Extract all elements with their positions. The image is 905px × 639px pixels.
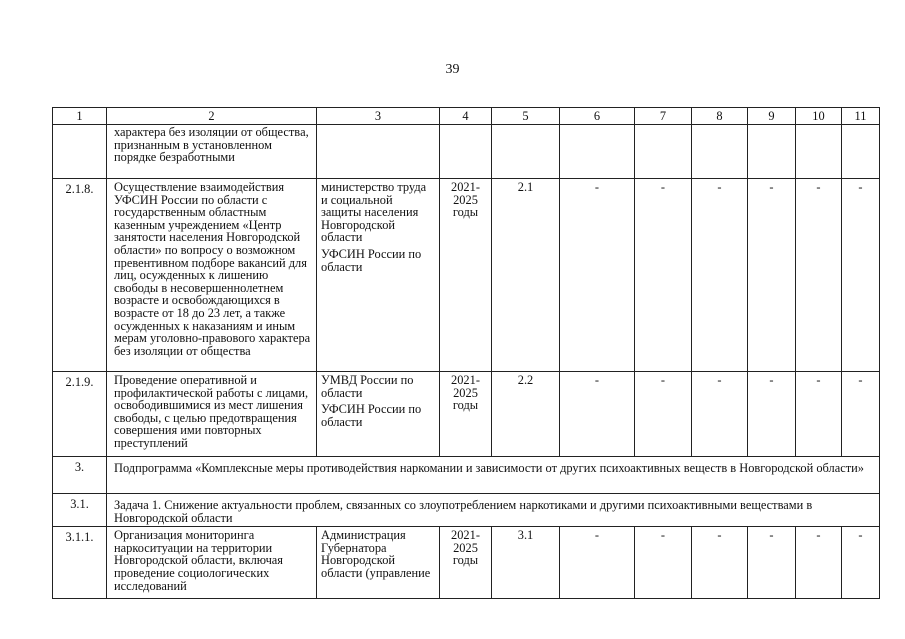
column-number-header — [53, 108, 880, 125]
indicator-cell — [492, 125, 560, 179]
table-row — [53, 527, 880, 599]
executor: УМВД России по области — [321, 373, 414, 400]
value-cell: - — [748, 179, 796, 372]
value-cell: - — [796, 179, 842, 372]
row-number: 3.1. — [53, 494, 107, 527]
header-cell: 7 — [635, 108, 692, 125]
row-number: 2.1.8. — [53, 179, 107, 372]
row-number: 2.1.9. — [53, 372, 107, 457]
value-cell: - — [796, 372, 842, 457]
row-number — [53, 125, 107, 179]
indicator-cell: 2.2 — [492, 372, 560, 457]
term-cell: 2021-2025 годы — [440, 527, 492, 599]
value-cell — [748, 125, 796, 179]
term-cell: 2021-2025 годы — [440, 372, 492, 457]
value-cell: - — [692, 179, 748, 372]
value-cell: - — [692, 527, 748, 599]
term-cell — [440, 125, 492, 179]
value-cell: - — [560, 372, 635, 457]
executor-cell — [317, 125, 440, 179]
activity-text: характера без изоляции от обществa, признанным в установленном порядке безработными — [107, 125, 317, 179]
row-number: 3. — [53, 457, 107, 494]
value-cell: - — [842, 372, 880, 457]
page-number: 39 — [445, 62, 460, 77]
value-cell: - — [635, 372, 692, 457]
executor-cell — [317, 372, 440, 457]
value-cell — [560, 125, 635, 179]
value-cell: - — [748, 527, 796, 599]
header-cell: 10 — [796, 108, 842, 125]
value-cell: - — [635, 179, 692, 372]
table-row — [53, 179, 880, 372]
section-row — [53, 494, 880, 527]
activity-text: Организация мониторинга наркоситуации на территории Новгородской области, включая проведение социологических исследований — [107, 527, 317, 599]
value-cell — [842, 125, 880, 179]
table-row — [53, 125, 880, 179]
header-cell: 6 — [560, 108, 635, 125]
header-cell: 1 — [53, 108, 107, 125]
value-cell — [796, 125, 842, 179]
indicator-cell: 2.1 — [492, 179, 560, 372]
program-table — [52, 107, 880, 599]
header-cell: 5 — [492, 108, 560, 125]
row-number: 3.1.1. — [53, 527, 107, 599]
section-row — [53, 457, 880, 494]
executor: УФСИН России по области — [321, 246, 422, 274]
subprogram-title: Подпрограмма «Комплексные меры противодействия наркомании и зависимости от других психоактивных веществ в Новгородской области» — [107, 457, 880, 494]
value-cell: - — [635, 527, 692, 599]
executor-cell — [317, 179, 440, 372]
executor: министерство труда и социальной защиты населения Новгородской области — [321, 180, 427, 245]
header-cell: 11 — [842, 108, 880, 125]
executor: УФСИН России по области — [321, 402, 422, 429]
value-cell: - — [560, 179, 635, 372]
indicator-cell: 3.1 — [492, 527, 560, 599]
executor: Администрация Губернатора Новгородской области (управление — [321, 528, 431, 580]
value-cell — [635, 125, 692, 179]
value-cell — [692, 125, 748, 179]
header-cell: 3 — [317, 108, 440, 125]
header-cell: 9 — [748, 108, 796, 125]
value-cell: - — [748, 372, 796, 457]
header-cell: 2 — [107, 108, 317, 125]
value-cell: - — [560, 527, 635, 599]
table-row — [53, 372, 880, 457]
header-cell: 8 — [692, 108, 748, 125]
activity-text: Осуществление взаимодействия УФСИН России по области с государственным областным казенным учреждением «Центр занятости населения Новгородской области» по вопросу о возможном превентивном подборе вакансий для лиц, осужденных к лишению свободы в несовершеннолетнем возрасте и освобождающихся в возрасте от 18 до 23 лет, а также осужденных к наказаниям и иным мерам уголовно-правового характера без изоляции от общества — [107, 179, 317, 372]
value-cell: - — [796, 527, 842, 599]
executor-cell — [317, 527, 440, 599]
value-cell: - — [842, 179, 880, 372]
term-cell: 2021-2025 годы — [440, 179, 492, 372]
task-title: Задача 1. Снижение актуальности проблем, связанных со злоупотреблением наркотиками и другими психоактивными веществами в Новгородской области — [107, 494, 880, 527]
value-cell: - — [842, 527, 880, 599]
header-cell: 4 — [440, 108, 492, 125]
value-cell: - — [692, 372, 748, 457]
activity-text: Проведение оперативной и профилактической работы с лицами, освободившимися из мест лишения свободы, с целью предотвращения совершения ими повторных преступлений — [107, 372, 317, 457]
